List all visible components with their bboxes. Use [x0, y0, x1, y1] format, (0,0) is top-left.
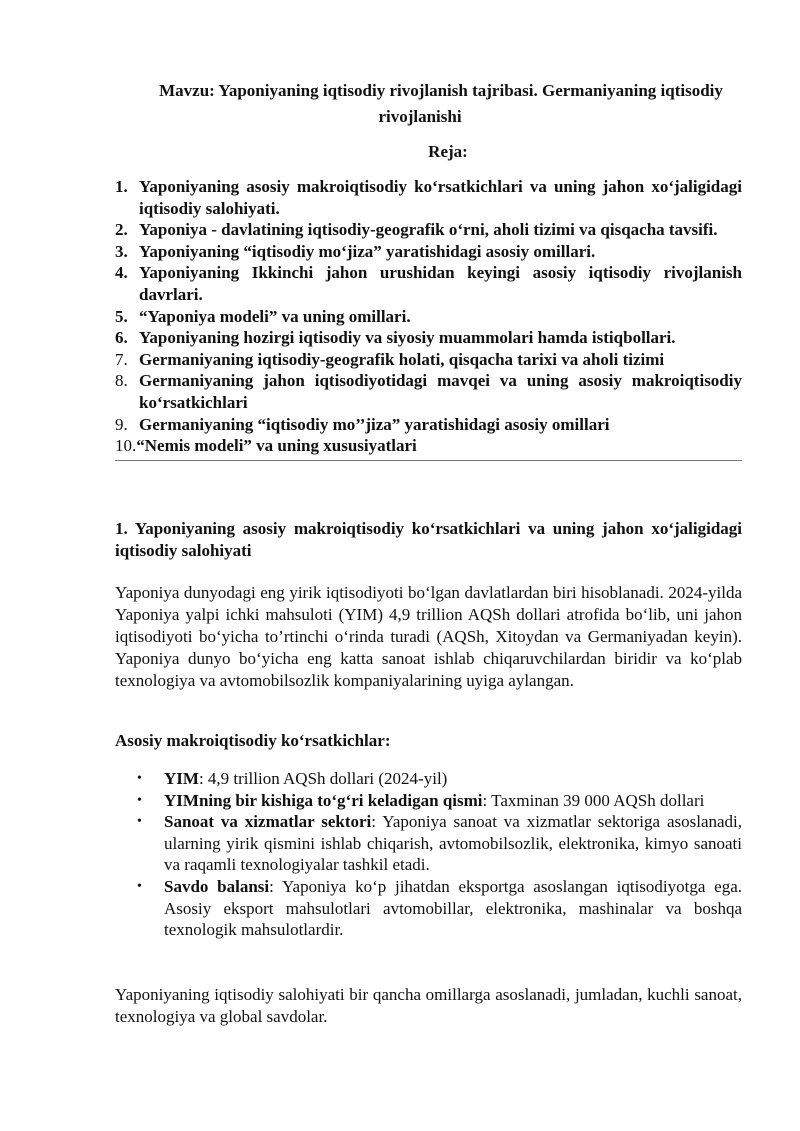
plan-item-number: 7. [115, 349, 128, 369]
plan-item-text: “Yaponiya modeli” va uning omillari. [139, 306, 411, 326]
plan-item-number: 6. [115, 328, 128, 348]
list-item-label: Sanoat va xizmatlar sektori [164, 812, 372, 832]
list-item [137, 768, 742, 790]
plan-item-text: Germaniyaning jahon iqtisodiyotidagi mavqei va uning asosiy makroiqtisodiy ko‘rsatkichlari [139, 371, 742, 412]
indicators-list [137, 768, 743, 941]
body-paragraph: Yaponiyaning iqtisodiy salohiyati bir qancha omillarga asoslanadi, jumladan, kuchli sanoat, texnologiya va global savdolar. [115, 985, 742, 1026]
section-heading: 1. Yaponiyaning asosiy makroiqtisodiy ko‘rsatkichlari va uning jahon xo‘jaligidagi iqtisodiy salohiyati [115, 519, 742, 560]
bullet-icon: • [137, 814, 142, 830]
list-item-text: : Taxminan 39 000 AQSh dollari [482, 790, 705, 810]
body-paragraph: Yaponiya dunyodagi eng yirik iqtisodiyoti bo‘lgan davlatlardan biri hisoblanadi. 2024-yilda Yaponiya yalpi ichki mahsuloti (YIM) 4,9 trillion AQSh dollari atrofida bo‘lib, uni jahon iqtisodiyoti bo‘yicha to’rtinchi o‘rinda turadi (AQSh, Xitoydan va Germaniyadan keyin). Yaponiya dunyo bo‘yicha eng katta sanoat ishlab chiqaruvchilardan biridir va ko‘plab texnologiya va avtomobilsozlik kompaniyalarining uyiga aylangan. [115, 583, 742, 690]
plan-item-number: 2. [115, 220, 128, 240]
list-item [137, 811, 743, 876]
document-title: Mavzu: Yaponiyaning iqtisodiy rivojlanish tajribasi. Germaniyaning iqtisodiy rivojlanishi [159, 81, 723, 126]
list-item-label: Savdo balansi [164, 876, 270, 896]
list-item [137, 876, 742, 941]
plan-item-text: Yaponiyaning asosiy makroiqtisodiy ko‘rsatkichlari va uning jahon xo‘jaligidagi iqtisodiy salohiyati. [139, 177, 742, 218]
plan-item [115, 241, 742, 263]
bullet-icon: • [137, 878, 142, 894]
plan-item [115, 414, 742, 436]
plan-item [115, 327, 742, 349]
plan-item [115, 370, 742, 413]
plan-item [115, 435, 742, 457]
plan-item-text: Yaponiyaning “iqtisodiy mo‘jiza” yaratishidagi asosiy omillari. [139, 241, 596, 261]
plan-item-text: Yaponiyaning Ikkinchi jahon urushidan keyingi asosiy iqtisodiy rivojlanish davrlari. [139, 263, 742, 304]
plan-item-number: 9. [115, 414, 128, 434]
plan-item [115, 349, 742, 371]
bullet-icon: • [137, 792, 142, 808]
plan-list [115, 176, 742, 461]
list-item [137, 790, 742, 812]
plan-item-text: Yaponiyaning hozirgi iqtisodiy va siyosiy muammolari hamda istiqbollari. [139, 328, 676, 348]
list-item-text: : Yaponiya sanoat va xizmatlar sektoriga asoslanadi, ularning yirik qismini ishlab chiqarish, avtomobilsozlik, elektronika, kimyo sanoati va raqamli texnologiyalar tashkil etadi. [164, 812, 743, 875]
plan-item-text: Yaponiya - davlatining iqtisodiy-geografik o‘rni, aholi tizimi va qisqacha tavsifi. [139, 220, 718, 240]
plan-item-number: 3. [115, 241, 128, 261]
plan-item [115, 176, 742, 219]
plan-item-number: 5. [115, 306, 128, 326]
plan-item-text: “Nemis modeli” va uning xususiyatlari [136, 436, 417, 456]
list-item-text: : 4,9 trillion AQSh dollari (2024-yil) [198, 769, 448, 788]
indicators-subheading: Asosiy makroiqtisodiy ko‘rsatkichlar: [115, 731, 391, 750]
bullet-icon: • [137, 771, 142, 786]
plan-item-number: 1. [115, 177, 128, 196]
plan-item-number: 8. [115, 371, 128, 391]
plan-heading: Reja: [428, 142, 468, 161]
list-item-label: YIM [164, 769, 199, 788]
list-item-text: : Yaponiya ko‘p jihatdan eksportga asoslangan iqtisodiyotga ega. Asosiy eksport mahsulotlari avtomobillar, elektronika, mashinalar va boshqa texnologik mahsulotlardir. [164, 876, 742, 940]
plan-item [115, 219, 742, 241]
plan-item [115, 262, 742, 305]
plan-item-number: 10. [115, 436, 137, 456]
plan-item-number: 4. [115, 263, 128, 283]
plan-item-text: Germaniyaning iqtisodiy-geografik holati, qisqacha tarixi va aholi tizimi [139, 349, 665, 369]
plan-item [115, 306, 742, 328]
plan-item-text: Germaniyaning “iqtisodiy mo’’jiza” yaratishidagi asosiy omillari [139, 414, 610, 434]
list-item-label: YIMning bir kishiga to‘g‘ri keladigan qismi [164, 790, 483, 810]
